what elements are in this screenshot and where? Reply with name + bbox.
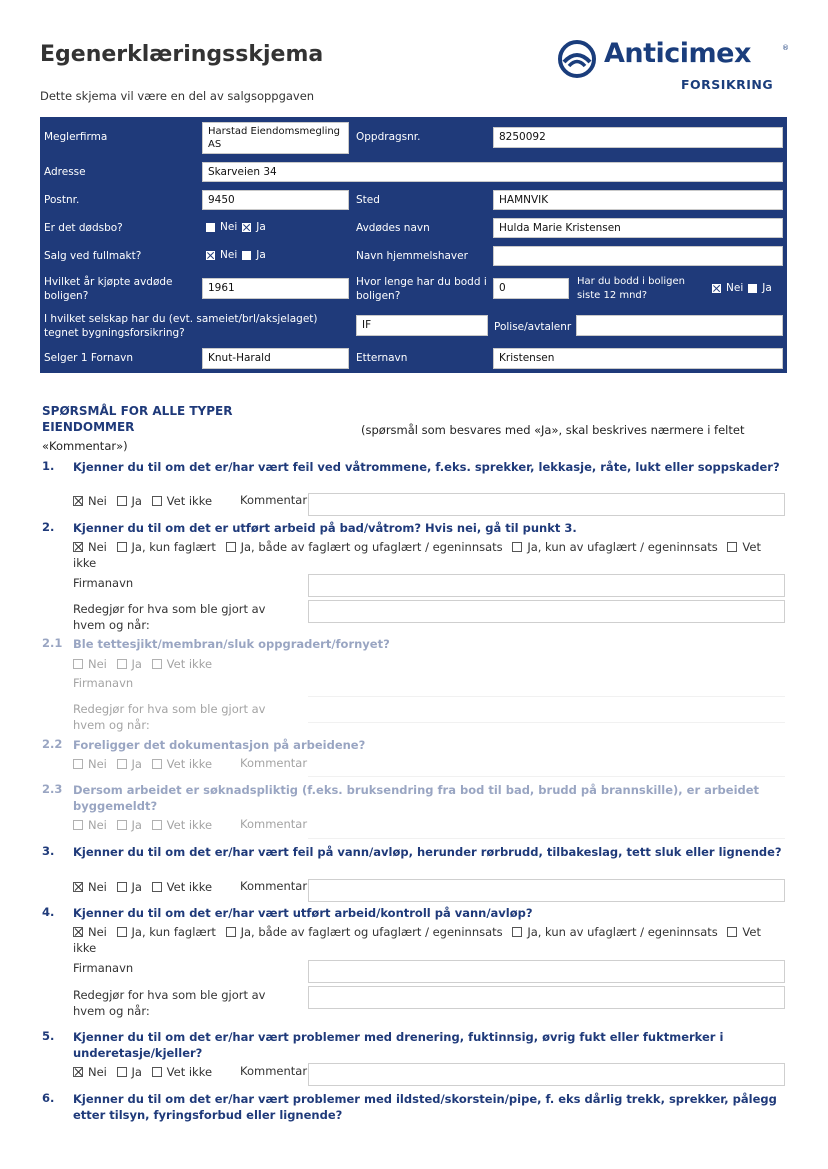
- q2-firmanavn-input[interactable]: [308, 574, 785, 597]
- q1-ja-checkbox[interactable]: [117, 496, 127, 506]
- q4-ja-faglaert-checkbox[interactable]: [117, 927, 127, 937]
- dodsbo-options: [206, 221, 266, 233]
- sted-label: Sted: [356, 194, 380, 206]
- dodsbo-ja-label: Ja: [256, 221, 266, 233]
- q4-ja-faglaert-label: Ja, kun faglært: [131, 925, 216, 939]
- avdodes-navn-label: Avdødes navn: [356, 222, 430, 234]
- q2-nei-label: Nei: [88, 540, 107, 554]
- q21-vetikke-label: Vet ikke: [166, 657, 213, 671]
- bodd12-label: Har du bodd i boligen siste 12 mnd?: [577, 276, 685, 301]
- bodd12-nei-label: Nei: [726, 282, 744, 294]
- q5-kommentar-input[interactable]: [308, 1063, 785, 1086]
- q4-firmanavn-input[interactable]: [308, 960, 785, 983]
- q2-ikke-label: ikke: [73, 556, 97, 570]
- bodd-lenge-label: Hvor lenge har du bodd i boligen?: [356, 276, 487, 302]
- q3-vetikke-checkbox[interactable]: [152, 882, 162, 892]
- selskap-field[interactable]: IF: [356, 315, 488, 336]
- q4-ja-begge-label: Ja, både av faglært og ufaglært / egeninnsats: [240, 925, 503, 939]
- q4-redegjor-label: [73, 987, 266, 1019]
- q23-vetikke-checkbox[interactable]: [152, 820, 162, 830]
- meglerfirma-field[interactable]: Harstad Eiendomsmegling AS: [202, 122, 349, 154]
- fullmakt-ja-label: Ja: [256, 249, 266, 261]
- q22-number: 2.2: [42, 737, 63, 751]
- q21-ja-checkbox[interactable]: [117, 659, 127, 669]
- q23-number: 2.3: [42, 782, 63, 796]
- q2-ja-faglaert-checkbox[interactable]: [117, 542, 127, 552]
- kjopt-field[interactable]: 1961: [202, 278, 349, 299]
- q23-nei-checkbox[interactable]: [73, 820, 83, 830]
- sted-field[interactable]: HAMNVIK: [493, 190, 783, 210]
- bodd12-nei-checkbox[interactable]: [712, 284, 721, 293]
- q21-firmanavn-input[interactable]: [308, 696, 785, 697]
- dodsbo-ja-checkbox[interactable]: [242, 223, 251, 232]
- q5-vetikke-label: Vet ikke: [166, 1065, 213, 1079]
- hjemmelshaver-field[interactable]: [493, 246, 783, 266]
- q23-answers: [73, 817, 788, 833]
- q6-number: 6.: [42, 1091, 55, 1105]
- q1-vetikke-checkbox[interactable]: [152, 496, 162, 506]
- adresse-field[interactable]: Skarveien 34: [202, 162, 783, 182]
- oppdragsnr-label: Oppdragsnr.: [356, 131, 421, 143]
- bodd-lenge-field[interactable]: 0: [493, 278, 569, 299]
- q4-vet-label: Vet: [742, 925, 761, 939]
- section-note: (spørsmål som besvares med «Ja», skal beskrives nærmere i feltet: [361, 423, 745, 437]
- etternavn-field[interactable]: Kristensen: [493, 348, 783, 369]
- q5-nei-label: Nei: [88, 1065, 107, 1079]
- q22-vetikke-label: Vet ikke: [166, 757, 213, 771]
- page-subtitle: Dette skjema vil være en del av salgsoppgaven: [40, 89, 315, 103]
- q4-firmanavn-label: Firmanavn: [73, 961, 134, 975]
- q3-ja-checkbox[interactable]: [117, 882, 127, 892]
- q4-ja-begge-checkbox[interactable]: [226, 927, 236, 937]
- q23-nei-label: Nei: [88, 818, 107, 832]
- q4-text: Kjenner du til om det er/har vært utført arbeid/kontroll på vann/avløp?: [73, 906, 533, 920]
- q2-text: Kjenner du til om det er utført arbeid på bad/våtrom? Hvis nei, gå til punkt 3.: [73, 521, 577, 535]
- q22-ja-checkbox[interactable]: [117, 759, 127, 769]
- q5-nei-checkbox[interactable]: [73, 1067, 83, 1077]
- q22-answers: [73, 756, 788, 772]
- q2-vet-label: Vet: [742, 540, 761, 554]
- q21-redegjor-input[interactable]: [308, 722, 785, 723]
- q1-vetikke-label: Vet ikke: [166, 494, 213, 508]
- q5-vetikke-checkbox[interactable]: [152, 1067, 162, 1077]
- q4-redegjor-line2: hvem og når:: [73, 1004, 150, 1018]
- dodsbo-nei-label: Nei: [220, 221, 238, 233]
- q21-firmanavn-label: Firmanavn: [73, 676, 134, 690]
- q2-nei-checkbox[interactable]: [73, 542, 83, 552]
- q2-ja-ufaglaert-checkbox[interactable]: [512, 542, 522, 552]
- q4-answers: [73, 924, 788, 956]
- q23-vetikke-label: Vet ikke: [166, 818, 213, 832]
- q1-kommentar-label: Kommentar: [240, 493, 308, 507]
- q21-ja-label: Ja: [131, 657, 142, 671]
- q3-kommentar-label: Kommentar: [240, 879, 308, 893]
- page-title: Egenerklæringsskjema: [40, 42, 324, 67]
- q5-kommentar-label: Kommentar: [240, 1064, 308, 1078]
- q4-redegjor-line1: Redegjør for hva som ble gjort av: [73, 988, 266, 1002]
- q1-kommentar-input[interactable]: [308, 493, 785, 516]
- q22-kommentar-input[interactable]: [308, 776, 785, 777]
- q2-answers: [73, 539, 788, 571]
- q2-ja-ufaglaert-label: Ja, kun av ufaglært / egeninnsats: [527, 540, 718, 554]
- section-heading-line1: SPØRSMÅL FOR ALLE TYPER: [42, 404, 233, 418]
- anticimex-logo: [556, 38, 792, 96]
- q3-nei-label: Nei: [88, 880, 107, 894]
- q2-redegjor-label: [73, 601, 266, 633]
- selskap-label: I hvilket selskap har du (evt. sameiet/brl/aksjelaget) tegnet bygningsforsikring?: [44, 313, 318, 339]
- section-note-cont: «Kommentar»): [42, 439, 128, 453]
- q23-ja-label: Ja: [131, 818, 142, 832]
- oppdragsnr-field[interactable]: 8250092: [493, 127, 783, 148]
- q5-ja-label: Ja: [131, 1065, 142, 1079]
- q23-kommentar-label: Kommentar: [240, 817, 308, 831]
- q3-nei-checkbox[interactable]: [73, 882, 83, 892]
- q21-number: 2.1: [42, 636, 63, 650]
- q5-number: 5.: [42, 1029, 55, 1043]
- fornavn-label: Selger 1 Fornavn: [44, 352, 134, 364]
- q1-nei-label: Nei: [88, 494, 107, 508]
- dodsbo-nei-checkbox[interactable]: [206, 223, 215, 232]
- avdodes-navn-field[interactable]: Hulda Marie Kristensen: [493, 218, 783, 238]
- q22-ja-label: Ja: [131, 757, 142, 771]
- q3-number: 3.: [42, 844, 55, 858]
- q4-ja-ufaglaert-label: Ja, kun av ufaglært / egeninnsats: [527, 925, 718, 939]
- etternavn-label: Etternavn: [356, 352, 408, 364]
- q3-ja-label: Ja: [131, 880, 142, 894]
- q3-kommentar-input[interactable]: [308, 879, 785, 902]
- q6-text: Kjenner du til om det er/har vært problemer med ildsted/skorstein/pipe, f. eks dårlig trekk, sprekker, pålegg etter tilsyn, fyringsforbud eller lignende?: [73, 1092, 777, 1122]
- q1-ja-label: Ja: [131, 494, 142, 508]
- fullmakt-label: Salg ved fullmakt?: [44, 250, 142, 262]
- q2-ja-begge-checkbox[interactable]: [226, 542, 236, 552]
- q1-number: 1.: [42, 459, 55, 473]
- fullmakt-nei-checkbox[interactable]: [206, 251, 215, 260]
- q21-nei-checkbox[interactable]: [73, 659, 83, 669]
- q23-kommentar-input[interactable]: [308, 838, 785, 839]
- anticimex-swirl-icon: [556, 40, 598, 78]
- q4-nei-checkbox[interactable]: [73, 927, 83, 937]
- q4-ja-ufaglaert-checkbox[interactable]: [512, 927, 522, 937]
- q3-text: Kjenner du til om det er/har vært feil på vann/avløp, herunder rørbrudd, tilbakeslag, tett sluk eller lignende?: [73, 845, 782, 859]
- fornavn-field[interactable]: Knut-Harald: [202, 348, 349, 369]
- bodd12-ja-checkbox[interactable]: [748, 284, 757, 293]
- q2-vetikke-checkbox[interactable]: [727, 542, 737, 552]
- q5-ja-checkbox[interactable]: [117, 1067, 127, 1077]
- q1-text: Kjenner du til om det er/har vært feil ved våtrommene, f.eks. sprekker, lekkasje, råte, lukt eller soppskader?: [73, 460, 780, 474]
- postnr-field[interactable]: 9450: [202, 190, 349, 210]
- q22-vetikke-checkbox[interactable]: [152, 759, 162, 769]
- hjemmelshaver-label: Navn hjemmelshaver: [356, 250, 468, 262]
- bodd12-ja-label: Ja: [762, 282, 772, 294]
- section-heading-line2: EIENDOMMER: [42, 420, 135, 434]
- q21-vetikke-checkbox[interactable]: [152, 659, 162, 669]
- q2-redegjor-line1: Redegjør for hva som ble gjort av: [73, 602, 266, 616]
- q3-vetikke-label: Vet ikke: [166, 880, 213, 894]
- q21-text: Ble tettesjikt/membran/sluk oppgradert/fornyet?: [73, 637, 390, 651]
- q22-kommentar-label: Kommentar: [240, 756, 308, 770]
- q2-redegjor-line2: hvem og når:: [73, 618, 150, 632]
- polise-label: Polise/avtalenr: [494, 321, 572, 333]
- q21-nei-label: Nei: [88, 657, 107, 671]
- q4-vetikke-checkbox[interactable]: [727, 927, 737, 937]
- q2-firmanavn-label: Firmanavn: [73, 576, 134, 590]
- q23-ja-checkbox[interactable]: [117, 820, 127, 830]
- q23-text: Dersom arbeidet er søknadspliktig (f.eks. bruksendring fra bod til bad, brudd på brannskille), er arbeidet byggemeldt?: [73, 783, 760, 813]
- fullmakt-options: [206, 249, 266, 261]
- q4-redegjor-input[interactable]: [308, 986, 785, 1009]
- q1-nei-checkbox[interactable]: [73, 496, 83, 506]
- section-heading: [42, 403, 232, 435]
- meglerfirma-label: Meglerfirma: [44, 131, 108, 143]
- q5-text: Kjenner du til om det er/har vært problemer med drenering, fuktinnsig, øvrig fukt eller fuktmerker i underetasje/kjeller?: [73, 1030, 724, 1060]
- q2-number: 2.: [42, 520, 55, 534]
- polise-field[interactable]: [576, 315, 783, 336]
- q21-redegjor-line1: Redegjør for hva som ble gjort av: [73, 702, 266, 716]
- logo-wordmark: Anticimex: [604, 38, 751, 69]
- q4-nei-label: Nei: [88, 925, 107, 939]
- fullmakt-nei-label: Nei: [220, 249, 238, 261]
- q21-answers: [73, 656, 788, 672]
- q2-ja-begge-label: Ja, både av faglært og ufaglært / egeninnsats: [240, 540, 503, 554]
- q4-ikke-label: ikke: [73, 941, 97, 955]
- q22-text: Foreligger det dokumentasjon på arbeidene?: [73, 738, 366, 752]
- q21-redegjor-label: [73, 701, 266, 733]
- q22-nei-label: Nei: [88, 757, 107, 771]
- seller-info-panel: [40, 117, 787, 373]
- logo-subtitle: FORSIKRING: [681, 77, 774, 92]
- fullmakt-ja-checkbox[interactable]: [242, 251, 251, 260]
- bodd12-options: [712, 282, 772, 294]
- q22-nei-checkbox[interactable]: [73, 759, 83, 769]
- q2-redegjor-input[interactable]: [308, 600, 785, 623]
- logo-registered-mark: ®: [782, 44, 789, 52]
- q4-number: 4.: [42, 905, 55, 919]
- kjopt-label: Hvilket år kjøpte avdøde boligen?: [44, 276, 173, 302]
- q21-redegjor-line2: hvem og når:: [73, 718, 150, 732]
- postnr-label: Postnr.: [44, 194, 80, 206]
- adresse-label: Adresse: [44, 166, 86, 178]
- q2-ja-faglaert-label: Ja, kun faglært: [131, 540, 216, 554]
- dodsbo-label: Er det dødsbo?: [44, 222, 123, 234]
